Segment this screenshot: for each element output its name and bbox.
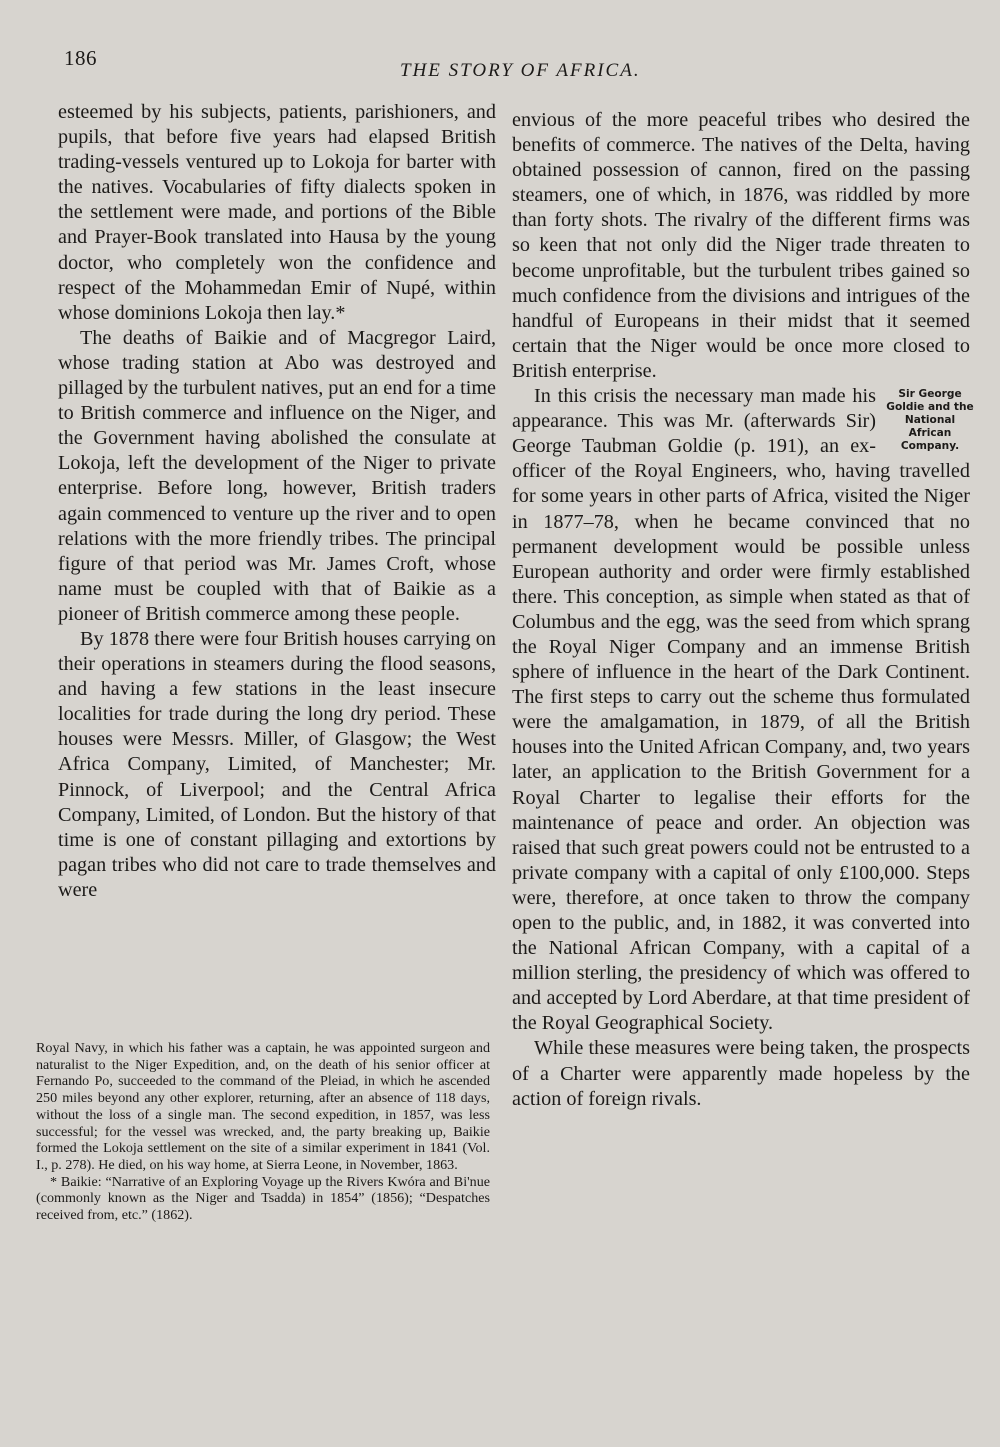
right-paragraph-2: In this crisis the necessary man made his appearance. This was Mr. (afterwards Sir) George Taubman Goldie (p. 191), an ex-officer of the Royal Engineers, who, having travelled for some years in other parts of Africa, visited the Niger in 1877–78, when he became convinced that no permanent development would be possible unless European authority and order were firmly established there. This conception, as simple when stated as that of Columbus and the egg, was the seed from which sprang the Royal Niger Company and an immense British sphere of influence in the heart of the Dark Continent. The first steps to carry out the scheme thus formulated were the amalgamation, in 1879, of all the British houses into the United African Company, and, two years later, an application to the British Government for a Royal Charter to legalise their efforts for the maintenance of peace and order. An objection was raised that such great powers could not be entrusted to a private company with a capital of only £100,000. Steps were, therefore, at once taken to throw the company open to the public, and, in 1882, it was converted into the National African Company, with a capital of a million sterling, the presidency of which was offered to and accepted by Lord Aberdare, at that time president of the Royal Geographical Society. xyxy=(512,385,970,1035)
running-title: THE STORY OF AFRICA. xyxy=(400,60,641,81)
margin-note: Sir George Goldie and the National African Company. xyxy=(886,388,974,453)
page-number: 186 xyxy=(64,46,97,70)
footnote-baikie: * Baikie: “Narrative of an Exploring Voyage up the Rivers Kwóra and Bi'nue (commonly known as the Niger and Tsadda) in 1854” (1856); “Despatches received from, etc.” (1862). xyxy=(36,1173,490,1224)
right-column xyxy=(512,108,974,1112)
right-paragraph-1: envious of the more peaceful tribes who desired the benefits of commerce. The natives of the Delta, having obtained possession of cannon, fired on the passing steamers, one of which, in 1876, was riddled by more than forty shots. The rivalry of the different firms was so keen that not only did the Niger trade threaten to become unprofitable, but the turbulent tribes gained so much confidence from the divisions and intrigues of the handful of Europeans in their midst that it seemed certain that the Niger would be once more closed to British enterprise. xyxy=(512,109,970,382)
left-paragraph-2: The deaths of Baikie and of Macgregor Laird, whose trading station at Abo was destroyed and pillaged by the turbulent natives, put an end for a time to British commerce and influence on the Niger, and the Government having abolished the consulate at Lokoja, left the development of the Niger to private enterprise. Before long, however, British traders again commenced to venture up the river and to open relations with the more friendly tribes. The principal figure of that period was Mr. James Croft, whose name must be coupled with that of Baikie as a pioneer of British commerce among these people. xyxy=(58,326,496,625)
footnotes xyxy=(36,1040,490,1224)
left-paragraph-3: By 1878 there were four British houses carrying on their operations in steamers during the flood seasons, and having a few stations in the least insecure localities for trade during the long dry period. These houses were Messrs. Miller, of Glasgow; the West Africa Company, Limited, of Manchester; Mr. Pinnock, of Liverpool; and the Central Africa Company, Limited, of London. But the history of that time is one of constant pillaging and extortions by pagan tribes who did not care to trade themselves and were xyxy=(58,627,496,901)
footnote-continuation: Royal Navy, in which his father was a captain, he was appointed surgeon and naturalist to the Niger Expedition, and, on the death of his senior officer at Fernando Po, succeeded to the command of the Pleiad, in which he ascended 250 miles beyond any other explorer, returning, after an absence of 118 days, without the loss of a single man. The second expedition, in 1857, was less successful; for the vessel was wrecked, and, the party breaking up, Baikie formed the Lokoja settlement on the site of a similar experiment in 1841 (Vol. I., p. 278). He died, on his way home, at Sierra Leone, in November, 1863. xyxy=(36,1040,490,1173)
left-paragraph-1: esteemed by his subjects, patients, parishioners, and pupils, that before five years had elapsed British trading-vessels ventured up to Lokoja for barter with the natives. Vocabularies of fifty dialects spoken in the settlement were made, and portions of the Bible and Prayer-Book translated into Hausa by the young doctor, who completely won the confidence and respect of the Mohammedan Emir of Nupé, within whose dominions Lokoja then lay.* xyxy=(58,101,496,324)
left-column xyxy=(58,100,496,903)
right-paragraph-3: While these measures were being taken, the prospects of a Charter were apparently made hopeless by the action of foreign rivals. xyxy=(512,1037,970,1110)
